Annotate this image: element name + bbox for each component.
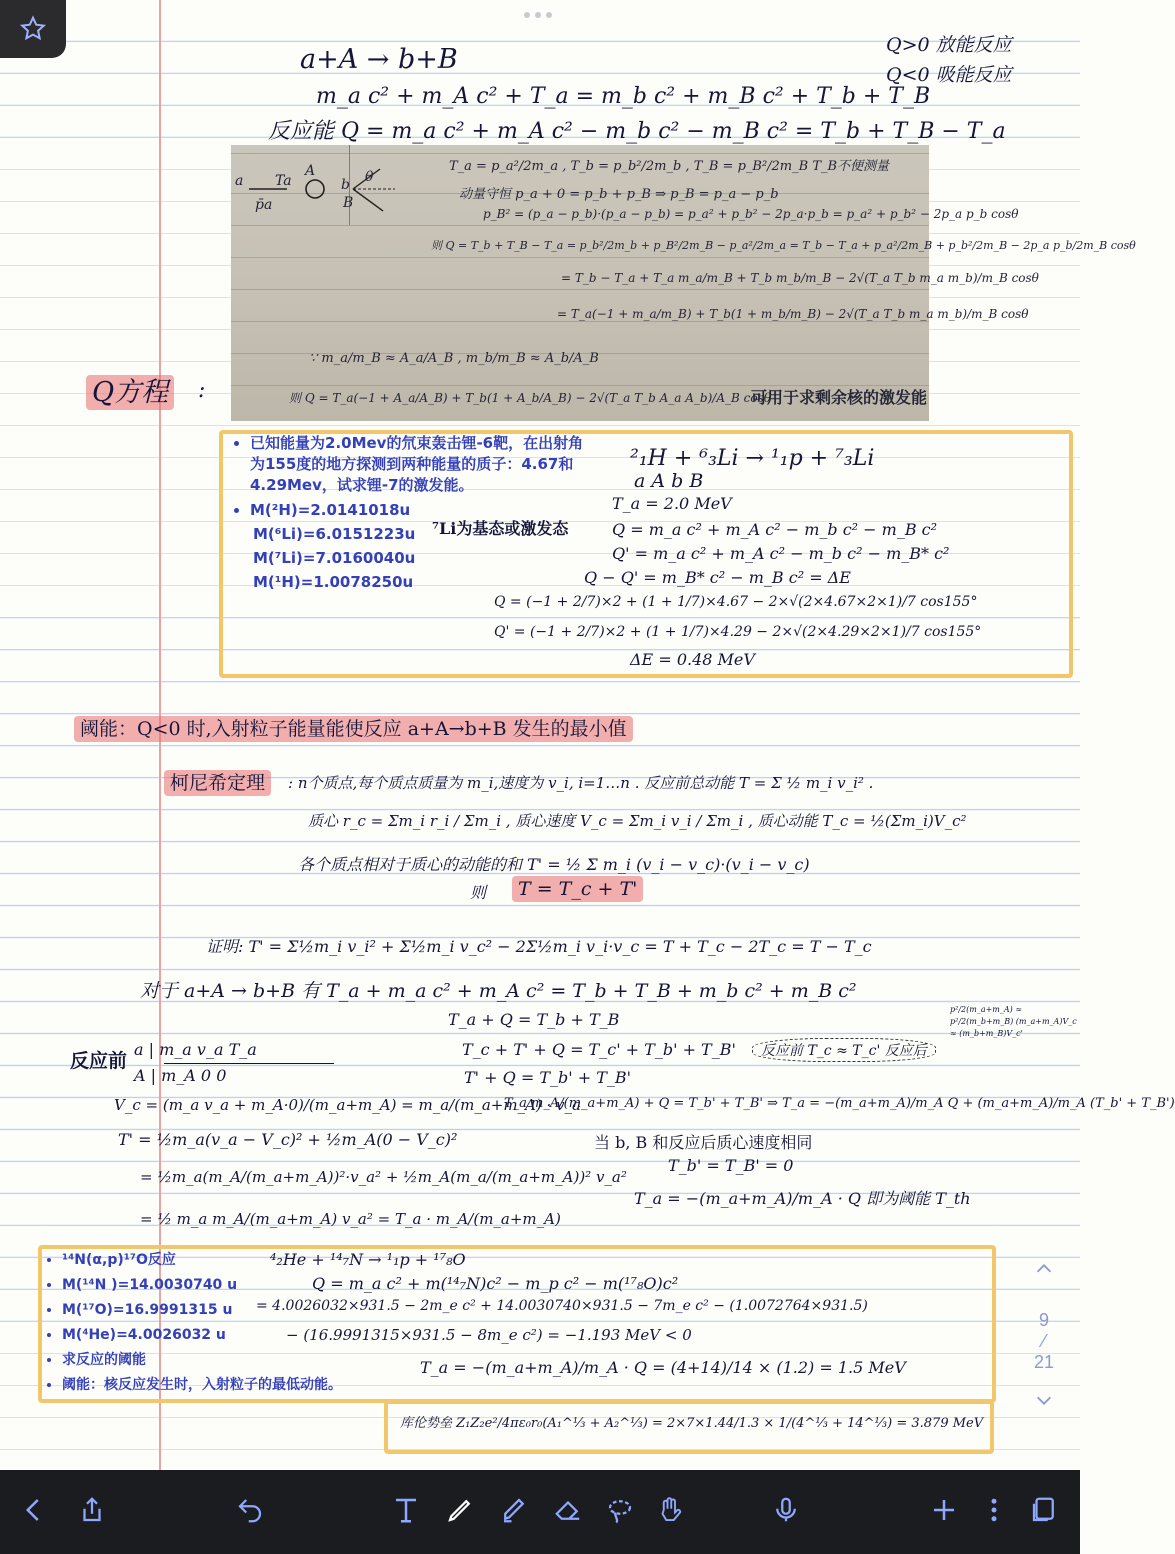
- threshold-eq-2: T_c + T' + Q = T_c' + T_b' + T_B': [462, 1040, 736, 1059]
- label-b: b: [341, 177, 350, 193]
- threshold-eq-5: 当 b, B 和反应后质心速度相同: [594, 1133, 813, 1152]
- ex2-q-calc-1: = 4.0026032×931.5 − 2m_e c² + 14.0030740×931.5 − 7m_e c² − (1.0072764×931.5): [256, 1298, 868, 1314]
- page-separator: ⁄: [1042, 1331, 1046, 1351]
- current-page: 9: [1038, 1310, 1049, 1330]
- hand-icon: [655, 1495, 685, 1525]
- example-1-text: [232, 433, 592, 594]
- threshold-title: [74, 714, 633, 741]
- ex1-reaction-labels: a A b B: [634, 470, 704, 492]
- q-definition-eq: 反应能 Q = m_a c² + m_A c² − m_b c² − m_B c² = T_b + T_B − T_a: [268, 119, 1006, 144]
- label-pa: p̄a: [255, 197, 273, 213]
- photo-line-2: 动量守恒 p_a + 0 = p_b + p_B ⇒ p_B = p_a − p_b: [459, 187, 779, 202]
- coulomb-barrier: 库伦势垒 Z₁Z₂e²/4πε₀r₀(A₁^⅓ + A₂^⅓) = 2×7×1.44/1.3 × 1/(4^⅓ + 14^⅓) = 3.879 MeV: [400, 1416, 984, 1431]
- pages-icon: [1029, 1495, 1059, 1525]
- q-negative-note: Q<0 吸能反应: [886, 64, 1012, 86]
- lasso-tool-button[interactable]: [600, 1490, 640, 1530]
- energy-conservation-eq: m_a c² + m_A c² + T_a = m_b c² + m_B c² + T_b + T_B: [316, 84, 931, 109]
- favorite-button[interactable]: [0, 0, 66, 58]
- ex2-item-3: • M(¹⁷O)=16.9991315 u: [62, 1298, 342, 1323]
- mass-li6: M(⁶Li)=6.0151223u: [253, 525, 416, 543]
- mass-h2: • M(²H)=2.0141018u: [250, 498, 592, 522]
- pen-icon: [445, 1495, 475, 1525]
- derivation-photo[interactable]: [231, 145, 1136, 421]
- label-theta: θ: [365, 169, 374, 185]
- konig-label: [164, 768, 271, 795]
- photo-line-8: 则 Q = T_a(−1 + A_a/A_B) + T_b(1 + A_b/A_B) − 2√(T_a T_b A_a A_b)/A_B cosθ: [289, 391, 771, 405]
- table-row: A | m_A 0 0: [134, 1066, 227, 1085]
- label-a: a: [235, 173, 244, 189]
- page-down-icon[interactable]: [1014, 1389, 1074, 1415]
- bottom-toolbar: [0, 1470, 1080, 1554]
- photo-line-5: = T_b − T_a + T_a m_a/m_B + T_b m_b/m_B − 2√(T_a T_b m_a m_b)/m_B cosθ: [561, 271, 1039, 285]
- add-icon: [929, 1495, 959, 1525]
- table-label: 反应前: [70, 1050, 128, 1072]
- page-up-icon[interactable]: [1014, 1258, 1074, 1288]
- star-icon: [18, 14, 48, 44]
- example-1-problem: • 已知能量为2.0Mev的氘束轰击锂-6靶，在出射角为155度的地方探测到两种能量的质子：4.67和4.29Mev，试求锂-7的激发能。: [250, 433, 592, 496]
- threshold-eq-4: T_a m_A/(m_a+m_A) + Q = T_b' + T_B' ⇒ T_a = −(m_a+m_A)/m_A Q + (m_a+m_A)/m_A (T_b' + T_B'): [504, 1096, 1175, 1111]
- vc-eq: V_c = (m_a v_a + m_A·0)/(m_a+m_A) = m_a/(m_a+m_A) · v_a: [114, 1096, 581, 1114]
- threshold-eq-2-note: 反应前 T_c ≈ T_c' 反应后: [752, 1038, 936, 1062]
- threshold-title-text: 阈能：Q<0 时,入射粒子能量能使反应 a+A→b+B 发生的最小值: [74, 716, 633, 742]
- text-tool-button[interactable]: [386, 1490, 426, 1530]
- more-icon: [979, 1495, 1009, 1525]
- ex1-reaction: ²₁H + ⁶₃Li → ¹₁p + ⁷₃Li: [630, 446, 875, 471]
- ex1-delta-e: ΔE = 0.48 MeV: [630, 650, 755, 669]
- scattering-diagram: [235, 159, 405, 229]
- eraser-tool-button[interactable]: [548, 1490, 588, 1530]
- q-equation-label: [86, 370, 174, 409]
- photo-line-1: T_a = p_a²/2m_a , T_b = p_b²/2m_b , T_B = p_B²/2m_B T_B不便测量: [449, 159, 890, 174]
- total-pages: 21: [1033, 1352, 1055, 1372]
- label-Ta: Ta: [275, 173, 292, 189]
- photo-line-6: = T_a(−1 + m_a/m_B) + T_b(1 + m_b/m_B) − 2√(T_a T_b m_a m_b)/m_B cosθ: [557, 307, 1029, 321]
- ex2-item-4: • M(⁴He)=4.0026032 u: [62, 1323, 342, 1348]
- table-rule: [164, 1063, 334, 1064]
- more-button[interactable]: [974, 1490, 1014, 1530]
- konig-result-text: T = T_c + T': [512, 876, 643, 902]
- lasso-icon: [605, 1495, 635, 1525]
- tprime-eq-3: = ½ m_a m_A/(m_a+m_A) v_a² = T_a · m_A/(m_a+m_A): [140, 1210, 561, 1228]
- pages-button[interactable]: [1024, 1490, 1064, 1530]
- ex2-item-2: • M(¹⁴N )=14.0030740 u: [62, 1273, 342, 1298]
- star-line: 对于 a+A → b+B 有 T_a + m_a c² + m_A c² = T_b + T_B + m_b c² + m_B c²: [140, 980, 857, 1002]
- ex1-q-prime-value: Q' = (−1 + 2/7)×2 + (1 + 1/7)×4.29 − 2×√(2×4.29×2×1)/7 cos155°: [494, 624, 982, 640]
- threshold-eq-1: T_a + Q = T_b + T_B: [448, 1010, 620, 1029]
- ex2-reaction: ⁴₂He + ¹⁴₇N → ¹₁p + ¹⁷₈O: [270, 1250, 466, 1269]
- konig-line-2: 质心 r_c = Σm_i r_i / Σm_i , 质心速度 V_c = Σm_i v_i / Σm_i , 质心动能 T_c = ½(Σm_i)V_c²: [308, 812, 967, 830]
- reaction-eq: a+A → b+B: [300, 44, 458, 75]
- threshold-eq-3: T' + Q = T_b' + T_B': [464, 1068, 632, 1087]
- konig-result: [512, 878, 643, 900]
- eraser-icon: [553, 1495, 583, 1525]
- hand-tool-button[interactable]: [650, 1490, 690, 1530]
- page-indicator: [1014, 1258, 1074, 1415]
- ex2-item-6: • 阈能：核反应发生时，入射粒子的最低动能。: [62, 1373, 342, 1398]
- konig-title: 柯尼希定理: [164, 770, 271, 796]
- ex2-q-calc-2: − (16.9991315×931.5 − 8m_e c²) = −1.193 MeV < 0: [286, 1326, 692, 1344]
- ex2-threshold: T_a = −(m_a+m_A)/m_A · Q = (4+14)/14 × (1.2) = 1.5 MeV: [420, 1358, 906, 1377]
- label-B: B: [343, 195, 354, 211]
- side-note: p²/2(m_a+m_A) ≈ p²/2(m_b+m_B) (m_a+m_A)V_c ≈ (m_b+m_B)V_c': [950, 1005, 1077, 1038]
- ex1-q-diff: Q − Q' = m_B* c² − m_B c² = ΔE: [584, 568, 851, 587]
- photo-line-4: 则 Q = T_b + T_B − T_a = p_b²/2m_b + p_B²/2m_B − p_a²/2m_a = T_b − T_a + p_a²/2m_B + p_b²/2m_B − 2p_a p_b/2m_B cosθ: [431, 239, 1136, 252]
- photo-line-8-note: 可用于求剩余核的激发能: [751, 388, 928, 407]
- ex1-q: Q = m_a c² + m_A c² − m_b c² − m_B c²: [612, 520, 938, 539]
- photo-line-7: ∵ m_a/m_B ≈ A_a/A_B , m_b/m_B ≈ A_b/A_B: [309, 351, 599, 366]
- ex2-item-1: • ¹⁴N(α,p)¹⁷O反应: [62, 1248, 342, 1273]
- mass-li7: M(⁷Li)=7.0160040u: [253, 549, 416, 567]
- label-A: A: [305, 163, 316, 179]
- mic-button[interactable]: [766, 1490, 806, 1530]
- example-2-text: [44, 1248, 342, 1398]
- drag-handle[interactable]: [524, 12, 556, 18]
- threshold-eq-7: T_a = −(m_a+m_A)/m_A · Q 即为阈能 T_th: [634, 1189, 971, 1208]
- pen-tool-button[interactable]: [440, 1490, 480, 1530]
- undo-icon: [235, 1495, 265, 1525]
- threshold-eq-6: T_b' = T_B' = 0: [668, 1156, 794, 1175]
- mic-icon: [771, 1495, 801, 1525]
- q-positive-note: Q>0 放能反应: [886, 34, 1012, 56]
- ex1-note: ⁷Li为基态或激发态: [432, 519, 569, 538]
- photo-line-3: p_B² = (p_a − p_b)·(p_a − p_b) = p_a² + p_b² − 2p_a·p_b = p_a² + p_b² − 2p_a p_b cosθ: [483, 207, 1019, 221]
- ex1-ta: T_a = 2.0 MeV: [612, 494, 732, 513]
- ex2-q: Q = m_a c² + m(¹⁴₇N)c² − m_p c² − m(¹⁷₈O)c²: [312, 1274, 679, 1293]
- share-button[interactable]: [72, 1490, 112, 1530]
- tprime-eq-2: = ½m_a(m_A/(m_a+m_A))²·v_a² + ½m_A(m_a/(m_a+m_A))² v_a²: [140, 1168, 627, 1186]
- proof-line: 证明: T' = Σ½m_i v_i² + Σ½m_i v_c² − 2Σ½m_i v_i·v_c = T + T_c − 2T_c = T − T_c: [206, 937, 872, 956]
- back-icon: [19, 1495, 49, 1525]
- ex1-q-value: Q = (−1 + 2/7)×2 + (1 + 1/7)×4.67 − 2×√(2×4.67×2×1)/7 cos155°: [494, 594, 978, 610]
- highlighter-tool-button[interactable]: [494, 1490, 534, 1530]
- konig-line-1: : n个质点,每个质点质量为 m_i,速度为 v_i, i=1…n . 反应前总动能 T = Σ ½ m_i v_i² .: [288, 774, 874, 792]
- share-icon: [77, 1495, 107, 1525]
- add-button[interactable]: [924, 1490, 964, 1530]
- q-equation-title: Q方程: [86, 375, 174, 410]
- tprime-eq-1: T' = ½m_a(v_a − V_c)² + ½m_A(0 − V_c)²: [118, 1130, 458, 1149]
- konig-line-3: 各个质点相对于质心的动能的和 T' = ½ Σ m_i (v_i − v_c)·(v_i − v_c): [298, 855, 810, 874]
- table-head: a | m_a v_a T_a: [134, 1040, 257, 1059]
- text-tool-icon: [391, 1495, 421, 1525]
- highlighter-icon: [499, 1495, 529, 1525]
- q-equation-colon: :: [198, 378, 206, 403]
- ex1-q-prime: Q' = m_a c² + m_A c² − m_b c² − m_B* c²: [612, 544, 950, 563]
- back-button[interactable]: [14, 1490, 54, 1530]
- mass-h1: M(¹H)=1.0078250u: [253, 573, 414, 591]
- konig-then: 则: [470, 883, 487, 902]
- undo-button[interactable]: [230, 1490, 270, 1530]
- ex2-item-5: • 求反应的阈能: [62, 1348, 342, 1373]
